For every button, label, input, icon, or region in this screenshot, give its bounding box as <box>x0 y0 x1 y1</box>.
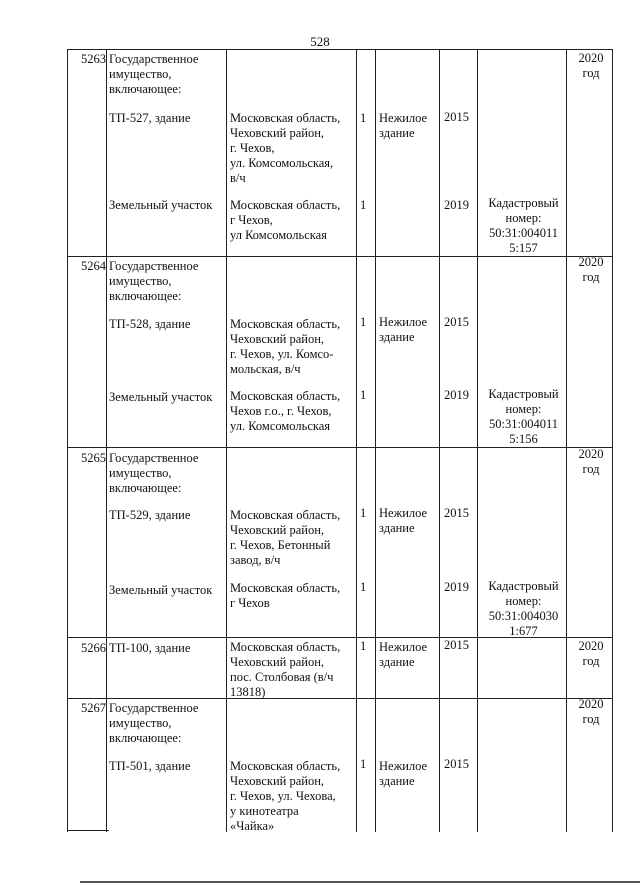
item-quantity: 1 <box>360 639 367 653</box>
item-year: 2015 <box>444 315 469 329</box>
item-name: Земельный участок <box>109 390 213 404</box>
item-address: Московская область, Чеховский район, г. Чехов, ул. Комсо- мольская, в/ч <box>230 317 341 376</box>
item-address: Московская область, г Чехов <box>230 581 341 610</box>
row-number: 5263 <box>81 52 106 66</box>
row-separator <box>67 830 109 831</box>
item-name: Земельный участок <box>109 198 213 212</box>
row-number: 5264 <box>81 259 106 273</box>
column-divider <box>375 49 376 832</box>
item-name: Земельный участок <box>109 583 213 597</box>
row-number: 5267 <box>81 701 106 715</box>
item-quantity: 1 <box>360 506 367 520</box>
item-year: 2019 <box>444 198 469 212</box>
item-year: 2019 <box>444 388 469 402</box>
row-separator <box>67 447 613 448</box>
deadline: 2020 год <box>578 639 604 668</box>
row-number: 5266 <box>81 641 106 655</box>
row-separator <box>67 49 613 50</box>
group-name: Государственное имущество, включающее: <box>109 259 199 303</box>
item-quantity: 1 <box>360 580 367 594</box>
item-address: Московская область, г Чехов, ул Комсомольская <box>230 198 341 242</box>
item-address: Московская область, Чехов г.о., г. Чехов, ул. Комсомольская <box>230 389 341 433</box>
group-name: Государственное имущество, включающее: <box>109 701 199 745</box>
item-address: Московская область, Чеховский район, г. Чехов, ул. Комсомольская, в/ч <box>230 111 341 185</box>
deadline: 2020 год <box>578 255 604 284</box>
item-type: Нежилое здание <box>379 111 428 140</box>
column-divider <box>226 49 227 832</box>
deadline: 2020 год <box>578 51 604 80</box>
item-year: 2015 <box>444 110 469 124</box>
column-divider <box>439 49 440 832</box>
item-name: ТП-528, здание <box>109 317 191 331</box>
item-name: ТП-100, здание <box>109 641 191 655</box>
item-year: 2019 <box>444 580 469 594</box>
item-type: Нежилое здание <box>379 315 428 344</box>
item-quantity: 1 <box>360 388 367 402</box>
item-type: Нежилое здание <box>379 640 428 669</box>
item-note: Кадастровый номер: 50:31:004011 5:157 <box>488 196 559 255</box>
item-address: Московская область, Чеховский район, г. Чехов, ул. Чехова, у кинотеатра «Чайка» <box>230 759 341 833</box>
item-note: Кадастровый номер: 50:31:004030 1:677 <box>488 579 559 638</box>
column-divider <box>477 49 478 832</box>
item-name: ТП-527, здание <box>109 111 191 125</box>
row-number: 5265 <box>81 451 106 465</box>
scan-edge-line <box>80 881 640 883</box>
item-name: ТП-529, здание <box>109 508 191 522</box>
item-type: Нежилое здание <box>379 759 428 788</box>
item-type: Нежилое здание <box>379 506 428 535</box>
deadline: 2020 год <box>578 447 604 476</box>
item-quantity: 1 <box>360 315 367 329</box>
page-number: 528 <box>310 34 330 49</box>
item-quantity: 1 <box>360 198 367 212</box>
item-quantity: 1 <box>360 757 367 771</box>
deadline: 2020 год <box>578 697 604 726</box>
item-quantity: 1 <box>360 111 367 125</box>
group-name: Государственное имущество, включающее: <box>109 52 199 96</box>
item-year: 2015 <box>444 506 469 520</box>
row-separator <box>67 256 613 257</box>
item-year: 2015 <box>444 757 469 771</box>
item-address: Московская область, Чеховский район, пос. Столбовая (в/ч 13818) <box>230 640 341 699</box>
group-name: Государственное имущество, включающее: <box>109 451 199 495</box>
column-divider <box>356 49 357 832</box>
item-year: 2015 <box>444 638 469 652</box>
item-name: ТП-501, здание <box>109 759 191 773</box>
item-address: Московская область, Чеховский район, г. Чехов, Бетонный завод, в/ч <box>230 508 341 567</box>
item-note: Кадастровый номер: 50:31:004011 5:156 <box>488 387 559 446</box>
column-divider <box>106 49 107 832</box>
